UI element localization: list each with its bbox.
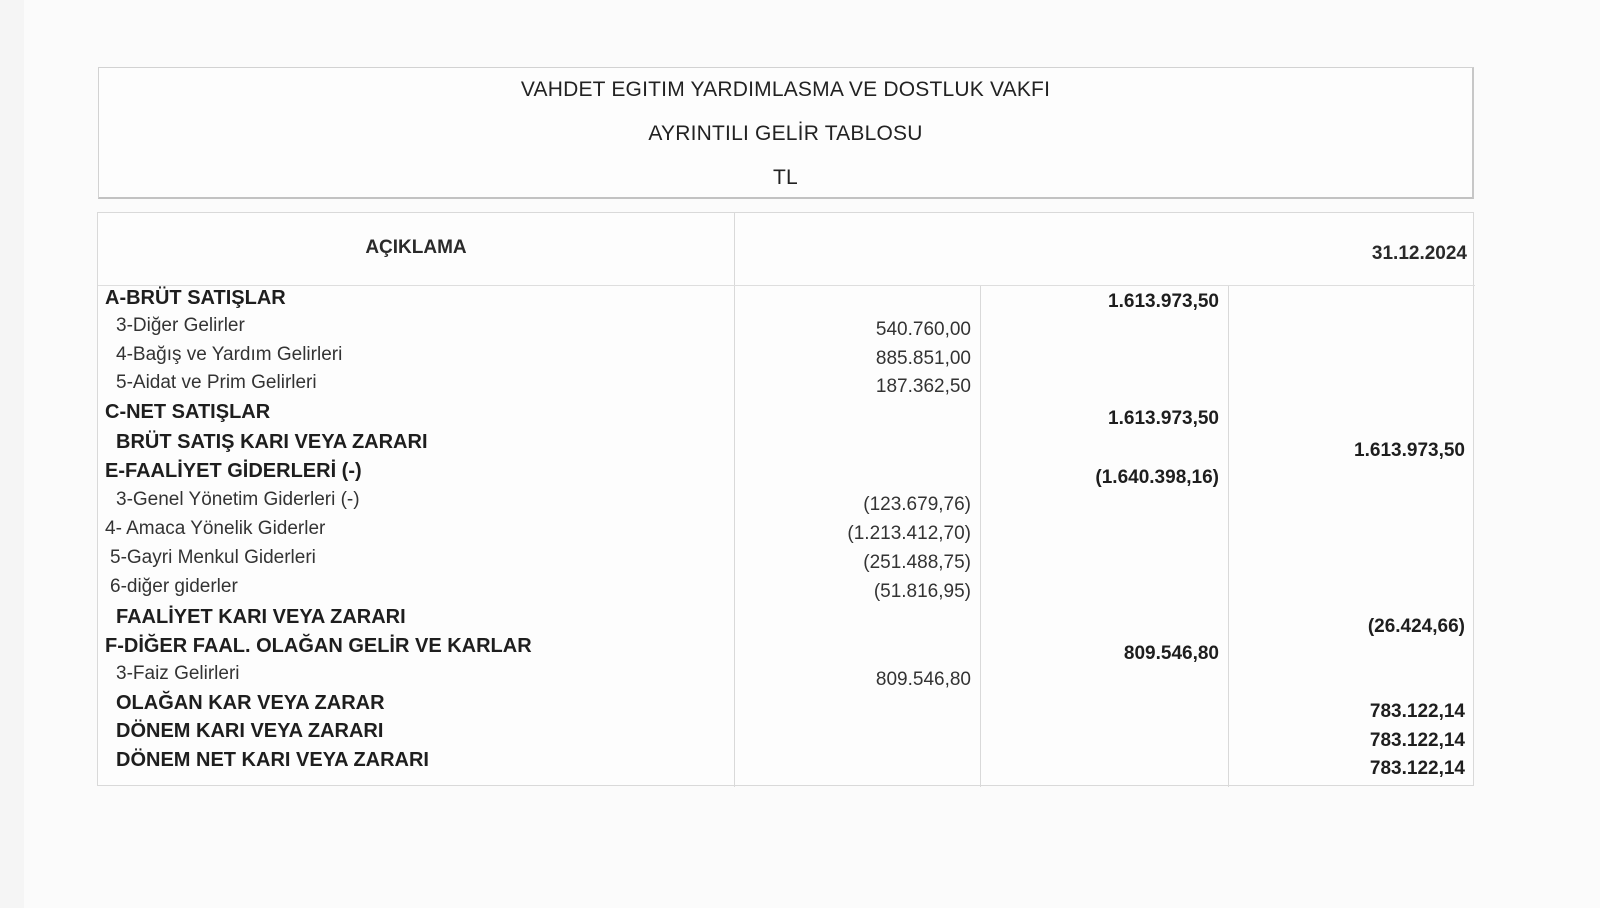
row-label: A-BRÜT SATIŞLAR — [105, 287, 286, 309]
income-statement-table — [97, 212, 1474, 786]
row-label: 4- Amaca Yönelik Giderler — [105, 518, 326, 539]
table-row — [98, 488, 1473, 517]
row-label: F-DİĞER FAAL. OLAĞAN GELİR VE KARLAR — [105, 635, 532, 657]
table-row — [98, 314, 1473, 343]
table-row — [98, 517, 1473, 546]
row-label: C-NET SATIŞLAR — [105, 401, 271, 423]
organization-name: VAHDET EGITIM YARDIMLASMA VE DOSTLUK VAKFI — [520, 78, 1051, 101]
row-detail-amount: (51.816,95) — [873, 581, 971, 602]
row-detail-amount: (251.488,75) — [863, 552, 971, 573]
table-row — [98, 546, 1473, 575]
statement-header — [98, 67, 1474, 199]
table-row — [98, 343, 1473, 372]
row-total: 783.122,14 — [1369, 701, 1465, 722]
row-label: DÖNEM NET KARI VEYA ZARARI — [116, 749, 429, 771]
row-label: OLAĞAN KAR VEYA ZARAR — [116, 692, 385, 714]
row-label: 4-Bağış ve Yardım Gelirleri — [116, 344, 343, 365]
row-label: 5-Gayri Menkul Giderleri — [110, 547, 316, 568]
table-row — [98, 372, 1473, 401]
table-row — [98, 720, 1473, 749]
row-label: 6-diğer giderler — [110, 576, 238, 597]
page-margin — [0, 0, 24, 908]
row-label: 3-Genel Yönetim Giderleri (-) — [116, 489, 360, 510]
row-subtotal: 1.613.973,50 — [1108, 408, 1219, 429]
row-total: (26.424,66) — [1367, 616, 1465, 637]
row-detail-amount: 809.546,80 — [875, 669, 971, 690]
table-row — [98, 633, 1473, 662]
date-column-header: 31.12.2024 — [1371, 243, 1467, 264]
row-label: BRÜT SATIŞ KARI VEYA ZARARI — [116, 431, 428, 453]
table-row — [98, 459, 1473, 488]
table-row — [98, 430, 1473, 459]
table-row — [98, 575, 1473, 604]
row-subtotal: 1.613.973,50 — [1108, 291, 1219, 312]
row-total: 783.122,14 — [1369, 758, 1465, 779]
row-label: 3-Diğer Gelirler — [116, 315, 245, 336]
table-row — [98, 691, 1473, 720]
table-row — [98, 401, 1473, 430]
description-column-header: AÇIKLAMA — [365, 237, 467, 258]
row-subtotal: (1.640.398,16) — [1095, 467, 1219, 488]
statement-title: AYRINTILI GELİR TABLOSU — [648, 122, 923, 145]
row-label: 3-Faiz Gelirleri — [116, 663, 240, 684]
row-total: 783.122,14 — [1369, 730, 1465, 751]
row-label: DÖNEM KARI VEYA ZARARI — [116, 720, 384, 742]
row-detail-amount: 187.362,50 — [875, 376, 971, 397]
table-row — [98, 604, 1473, 637]
currency-label: TL — [773, 166, 798, 189]
row-detail-amount: (1.213.412,70) — [847, 523, 971, 544]
row-detail-amount: (123.679,76) — [863, 494, 971, 515]
table-row — [98, 662, 1473, 691]
row-label: E-FAALİYET GİDERLERİ (-) — [105, 460, 362, 482]
row-detail-amount: 540.760,00 — [875, 319, 971, 340]
row-total: 1.613.973,50 — [1354, 440, 1465, 461]
table-row — [98, 285, 1473, 314]
table-row — [98, 749, 1473, 778]
row-subtotal: 809.546,80 — [1123, 643, 1219, 664]
row-detail-amount: 885.851,00 — [875, 348, 971, 369]
row-label: FAALİYET KARI VEYA ZARARI — [116, 606, 406, 628]
row-label: 5-Aidat ve Prim Gelirleri — [116, 372, 317, 393]
